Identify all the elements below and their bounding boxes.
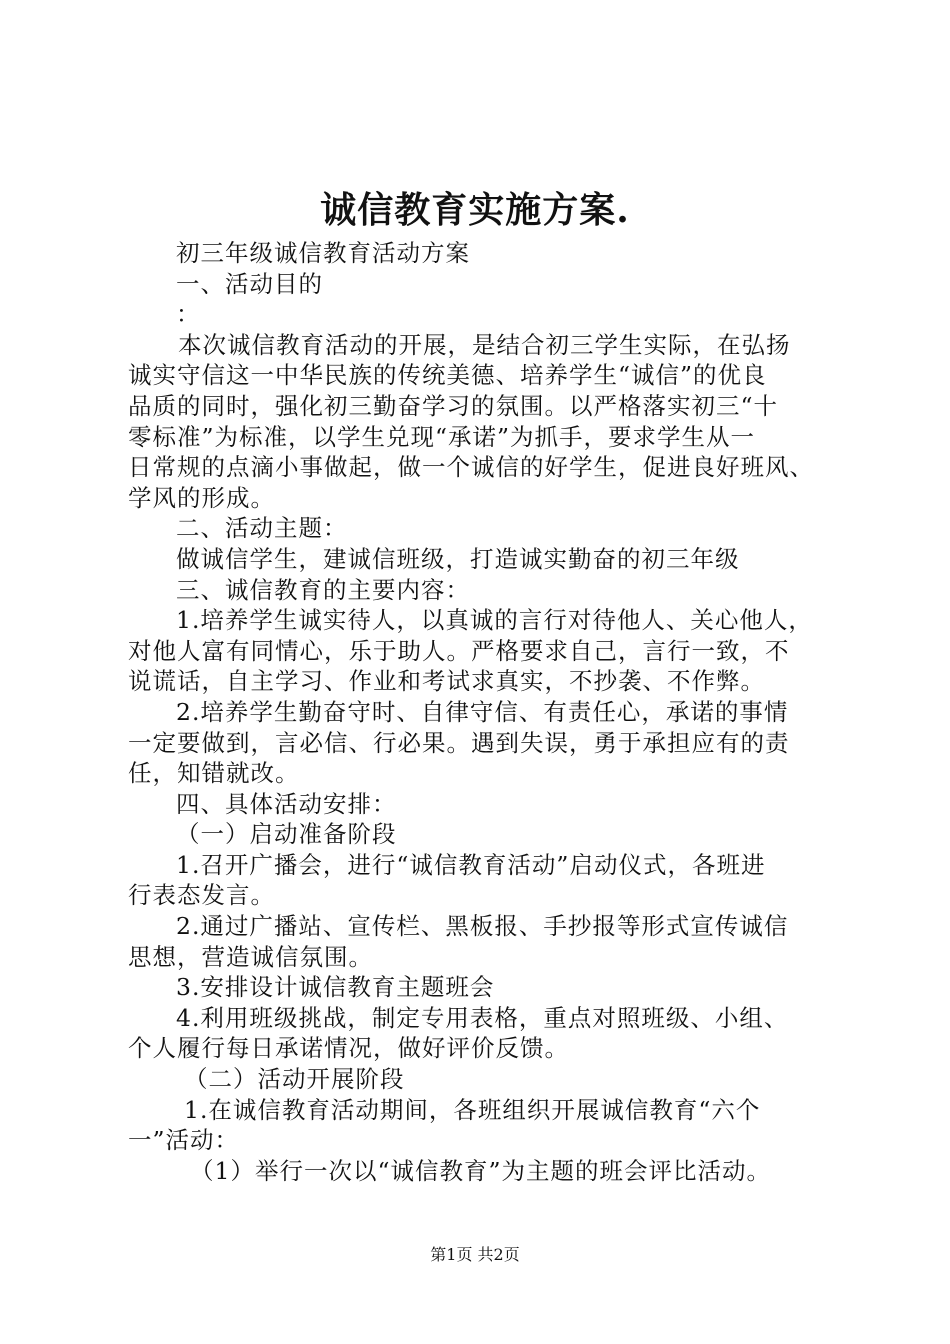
paragraph-line: 本次诚信教育活动的开展，是结合初三学生实际，在弘扬 [178,330,791,359]
paragraph-line: 一”活动： [128,1126,240,1155]
paragraph-line: 说谎话，自主学习、作业和考试求真实，不抄袭、不作弊。 [128,667,765,696]
paragraph-line: 4.利用班级挑战，制定专用表格，重点对照班级、小组、 [176,1003,789,1032]
paragraph-line: 3.安排设计诚信教育主题班会 [176,973,495,1002]
paragraph-line: 日常规的点滴小事做起，做一个诚信的好学生，促进良好班风、 [128,453,814,482]
paragraph-line: 1.在诚信教育活动期间，各班组织开展诚信教育“六个 [184,1095,761,1124]
section-heading-3: 三、诚信教育的主要内容： [176,575,470,604]
section-heading-4: 四、具体活动安排： [176,789,397,818]
text-line: ： [176,300,201,329]
paragraph-line: 零标准”为标准，以学生兑现“承诺”为抓手，要求学生从一 [128,422,756,451]
paragraph-line: 诚实守信这一中华民族的传统美德、培养学生“诚信”的优良 [128,361,767,390]
paragraph-line: 2.通过广播站、宣传栏、黑板报、手抄报等形式宣传诚信 [176,912,789,941]
document-title: 诚信教育实施方案. [320,189,630,231]
paragraph-line: 1.召开广播会，进行“诚信教育活动”启动仪式，各班进 [176,850,766,879]
paragraph-line: 做诚信学生，建诚信班级，打造诚实勤奋的初三年级 [176,544,740,573]
paragraph-line: 1.培养学生诚实待人，以真诚的言行对待他人、关心他人， [176,606,813,635]
paragraph-line: 品质的同时，强化初三勤奋学习的氛围。以严格落实初三“十 [128,391,779,420]
paragraph-line: 学风的形成。 [128,483,275,512]
subsection-heading-2: （二）活动开展阶段 [184,1065,405,1094]
document-body [128,238,834,1186]
paragraph-line: 2.培养学生勤奋守时、自律守信、有责任心，承诺的事情 [176,697,789,726]
section-heading-2: 二、活动主题： [176,514,348,543]
paragraph-line: 个人履行每日承诺情况，做好评价反馈。 [128,1034,569,1063]
paragraph-line: 行表态发言。 [128,881,275,910]
paragraph-line: 任，知错就改。 [128,759,300,788]
section-heading-1: 一、活动目的 [176,269,323,298]
page-footer: 第1页 共2页 [430,1245,520,1264]
subsection-heading-1: （一）启动准备阶段 [176,820,397,849]
paragraph-line: （1）举行一次以“诚信教育”为主题的班会评比活动。 [190,1156,771,1185]
paragraph-line: 一定要做到，言必信、行必果。遇到失误，勇于承担应有的责 [128,728,790,757]
paragraph-line: 对他人富有同情心，乐于助人。严格要求自己，言行一致，不 [128,636,790,665]
subtitle-line: 初三年级诚信教育活动方案 [176,239,470,267]
paragraph-line: 思想，营造诚信氛围。 [128,942,373,971]
